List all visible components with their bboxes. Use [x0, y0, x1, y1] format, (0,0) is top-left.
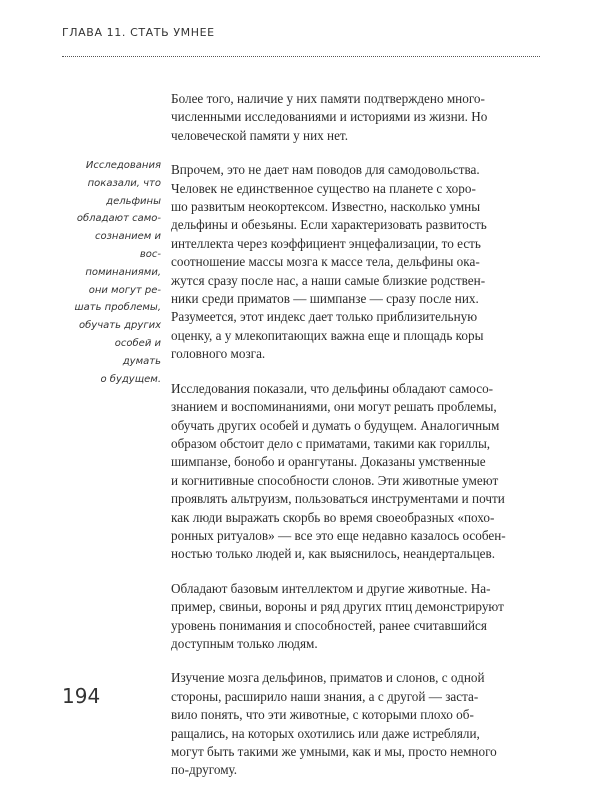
- chapter-title: ГЛАВА 11. СТАТЬ УМНЕЕ: [62, 26, 215, 39]
- paragraph-3: Исследования показали, что дельфины обладают самосо- знанием и воспоминаниями, они могут решать проблемы, обучать других особей и думать о будущем. Аналогичным образом обстоит дело с приматами, такими как гориллы, шимпанзе, бонобо и орангутаны. Доказаны умственные и когнитивные способности слонов. Эти животные умеют проявлять альтруизм, пользоваться инструментами и почти как люди выражать скорбь во время своеобразных «похо- ронных ритуалов» — все это еще недавно казалось особен- ностью только людей и, как выяснилось, неандертальцев.: [171, 380, 506, 562]
- page-number: 194: [62, 684, 101, 708]
- paragraph-5: Изучение мозга дельфинов, приматов и слонов, с одной стороны, расширило наши знания, а с другой — заста- вило понять, что эти животные, с которыми плохо об- ращались, на которых охотились или даже истребляли, могут быть такими же умными, как и мы, просто немного по-другому.: [171, 670, 497, 778]
- paragraph-4: Обладают базовым интеллектом и другие животные. На- пример, свиньи, вороны и ряд других птиц демонстрируют уровень понимания и способностей, ранее считавшийся доступным только людям.: [171, 580, 504, 651]
- margin-sidenote: Исследования показали, что дельфины обладают само- сознанием и вос- поминаниями, они могут ре- шать проблемы, обучать других особей и думать о будущем.: [74, 160, 161, 385]
- paragraph-2: Впрочем, это не дает нам поводов для самодовольства. Человек не единственное существо на планете с хоро- шо развитым неокортексом. Известно, насколько умны дельфины и обезьяны. Если характеризовать развитость интеллекта через коэффициент энцефализации, то есть соотношение массы мозга к массе тела, дельфины ока- жутся сразу после нас, а наши самые близкие родствен- ники среди приматов — шимпанзе — сразу после них. Разумеется, этот индекс дает только приблизительную оценку, а у млекопитающих важна еще и площадь коры головного мозга.: [171, 162, 487, 362]
- main-text: [171, 90, 506, 796]
- paragraph-1: Более того, наличие у них памяти подтверждено много- численными исследованиями и историями из жизни. Но человеческой памяти у них нет.: [171, 91, 488, 143]
- dotted-divider: [62, 56, 540, 57]
